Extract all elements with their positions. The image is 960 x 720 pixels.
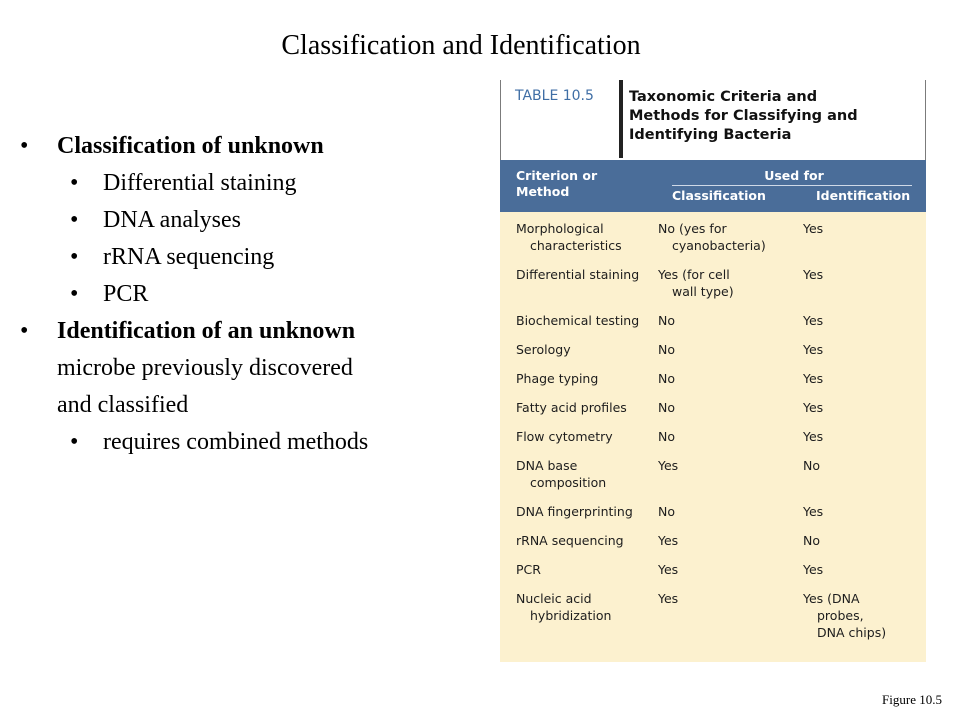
table-title-line: Identifying Bacteria: [629, 127, 792, 143]
table-body: [500, 212, 926, 641]
cell-line: Yes: [803, 371, 824, 386]
sub-bullet: • requires combined methods: [20, 424, 470, 461]
cell-line: cyanobacteria): [672, 238, 766, 253]
cell-line: composition: [530, 475, 607, 490]
cell-line: PCR: [516, 562, 541, 577]
cell-criterion: [500, 503, 658, 520]
cell-identification: [803, 312, 926, 329]
cell-line: Yes: [803, 429, 824, 444]
table-row: [500, 532, 926, 549]
table-row: [500, 266, 926, 300]
cell-line: Serology: [516, 342, 571, 357]
header-criterion-line: Criterion or: [516, 168, 598, 183]
cell-line: Yes: [803, 313, 824, 328]
cell-line: Yes (DNA: [803, 591, 860, 606]
cell-line: Nucleic acid: [516, 591, 592, 606]
bullet-continuation: and classified: [57, 392, 189, 418]
cell-line: Morphological: [516, 221, 604, 236]
cell-classification: [658, 266, 803, 300]
cell-line: No: [803, 533, 820, 548]
cell-line: rRNA sequencing: [516, 533, 624, 548]
sub-bullet: • PCR: [20, 276, 470, 313]
table-title-line: Methods for Classifying and: [629, 108, 858, 124]
table-row: [500, 457, 926, 491]
cell-line: Biochemical testing: [516, 313, 640, 328]
header-classification: Classification: [672, 188, 766, 203]
cell-line: No: [658, 342, 675, 357]
cell-line: Yes: [658, 458, 679, 473]
table-row: [500, 220, 926, 254]
cell-line: Fatty acid profiles: [516, 400, 627, 415]
header-divider: [672, 185, 912, 186]
cell-identification: [803, 341, 926, 358]
cell-classification: [658, 590, 803, 641]
cell-line: No (yes for: [658, 221, 727, 236]
slide-title: Classification and Identification: [281, 30, 641, 61]
cell-identification: [803, 220, 926, 254]
cell-classification: [658, 532, 803, 549]
cell-classification: [658, 457, 803, 491]
cell-classification: [658, 312, 803, 329]
table-row: [500, 503, 926, 520]
cell-line: No: [658, 371, 675, 386]
cell-criterion: [500, 399, 658, 416]
cell-criterion: [500, 266, 658, 300]
cell-line: Yes: [658, 562, 679, 577]
table-row: [500, 341, 926, 358]
figure-caption: Figure 10.5: [882, 692, 942, 707]
taxonomic-criteria-table: [500, 80, 926, 662]
sub-bullet: • DNA analyses: [20, 202, 470, 239]
header-criterion: [516, 168, 597, 200]
cell-line: hybridization: [530, 608, 612, 623]
cell-identification: [803, 532, 926, 549]
cell-line: Phage typing: [516, 371, 599, 386]
cell-classification: [658, 399, 803, 416]
cell-criterion: [500, 220, 658, 254]
cell-classification: [658, 220, 803, 254]
table-row: [500, 428, 926, 445]
cell-line: Yes: [658, 533, 679, 548]
cell-line: wall type): [672, 284, 734, 299]
cell-criterion: [500, 312, 658, 329]
cell-line: No: [658, 400, 675, 415]
header-identification: Identification: [816, 188, 911, 203]
cell-criterion: [500, 561, 658, 578]
table-header-box: [500, 80, 926, 160]
cell-criterion: [500, 457, 658, 491]
cell-line: DNA fingerprinting: [516, 504, 633, 519]
cell-line: Yes: [803, 504, 824, 519]
cell-line: No: [658, 429, 675, 444]
cell-identification: [803, 561, 926, 578]
sub-bullet: • rRNA sequencing: [20, 239, 470, 276]
table-row: [500, 561, 926, 578]
cell-identification: [803, 399, 926, 416]
cell-identification: [803, 503, 926, 520]
cell-line: DNA base: [516, 458, 578, 473]
cell-identification: [803, 590, 926, 641]
table-row: [500, 590, 926, 641]
bullet-classification: • Classification of unknown: [20, 128, 470, 165]
cell-criterion: [500, 428, 658, 445]
cell-line: No: [658, 313, 675, 328]
bullet-list: [20, 128, 470, 461]
table-row: [500, 399, 926, 416]
cell-line: No: [658, 504, 675, 519]
cell-identification: [803, 457, 926, 491]
cell-line: Yes: [803, 342, 824, 357]
header-used-for: Used for: [764, 168, 824, 183]
bullet-identification: • Identification of an unknown: [20, 313, 470, 350]
cell-line: Flow cytometry: [516, 429, 613, 444]
cell-line: Yes: [803, 267, 824, 282]
cell-line: Yes (for cell: [658, 267, 730, 282]
cell-line: Yes: [803, 400, 824, 415]
table-column-header: [500, 160, 926, 212]
cell-identification: [803, 428, 926, 445]
table-title-line: Taxonomic Criteria and: [629, 89, 818, 105]
cell-classification: [658, 503, 803, 520]
bullet-continuation: microbe previously discovered: [57, 355, 353, 381]
cell-classification: [658, 428, 803, 445]
cell-line: Yes: [803, 221, 824, 236]
cell-line: characteristics: [530, 238, 622, 253]
cell-criterion: [500, 532, 658, 549]
cell-line: Yes: [658, 591, 679, 606]
cell-identification: [803, 266, 926, 300]
cell-line: probes,: [817, 608, 864, 623]
table-title: [629, 88, 919, 145]
cell-criterion: [500, 370, 658, 387]
table-number: TABLE 10.5: [501, 80, 623, 158]
cell-classification: [658, 341, 803, 358]
header-criterion-line: Method: [516, 184, 570, 199]
sub-bullet: • Differential staining: [20, 165, 470, 202]
table-row: [500, 312, 926, 329]
cell-criterion: [500, 341, 658, 358]
cell-line: Differential staining: [516, 267, 640, 282]
cell-line: DNA chips): [817, 625, 887, 640]
table-row: [500, 370, 926, 387]
cell-line: Yes: [803, 562, 824, 577]
cell-classification: [658, 370, 803, 387]
cell-criterion: [500, 590, 658, 641]
cell-line: No: [803, 458, 820, 473]
cell-classification: [658, 561, 803, 578]
cell-identification: [803, 370, 926, 387]
